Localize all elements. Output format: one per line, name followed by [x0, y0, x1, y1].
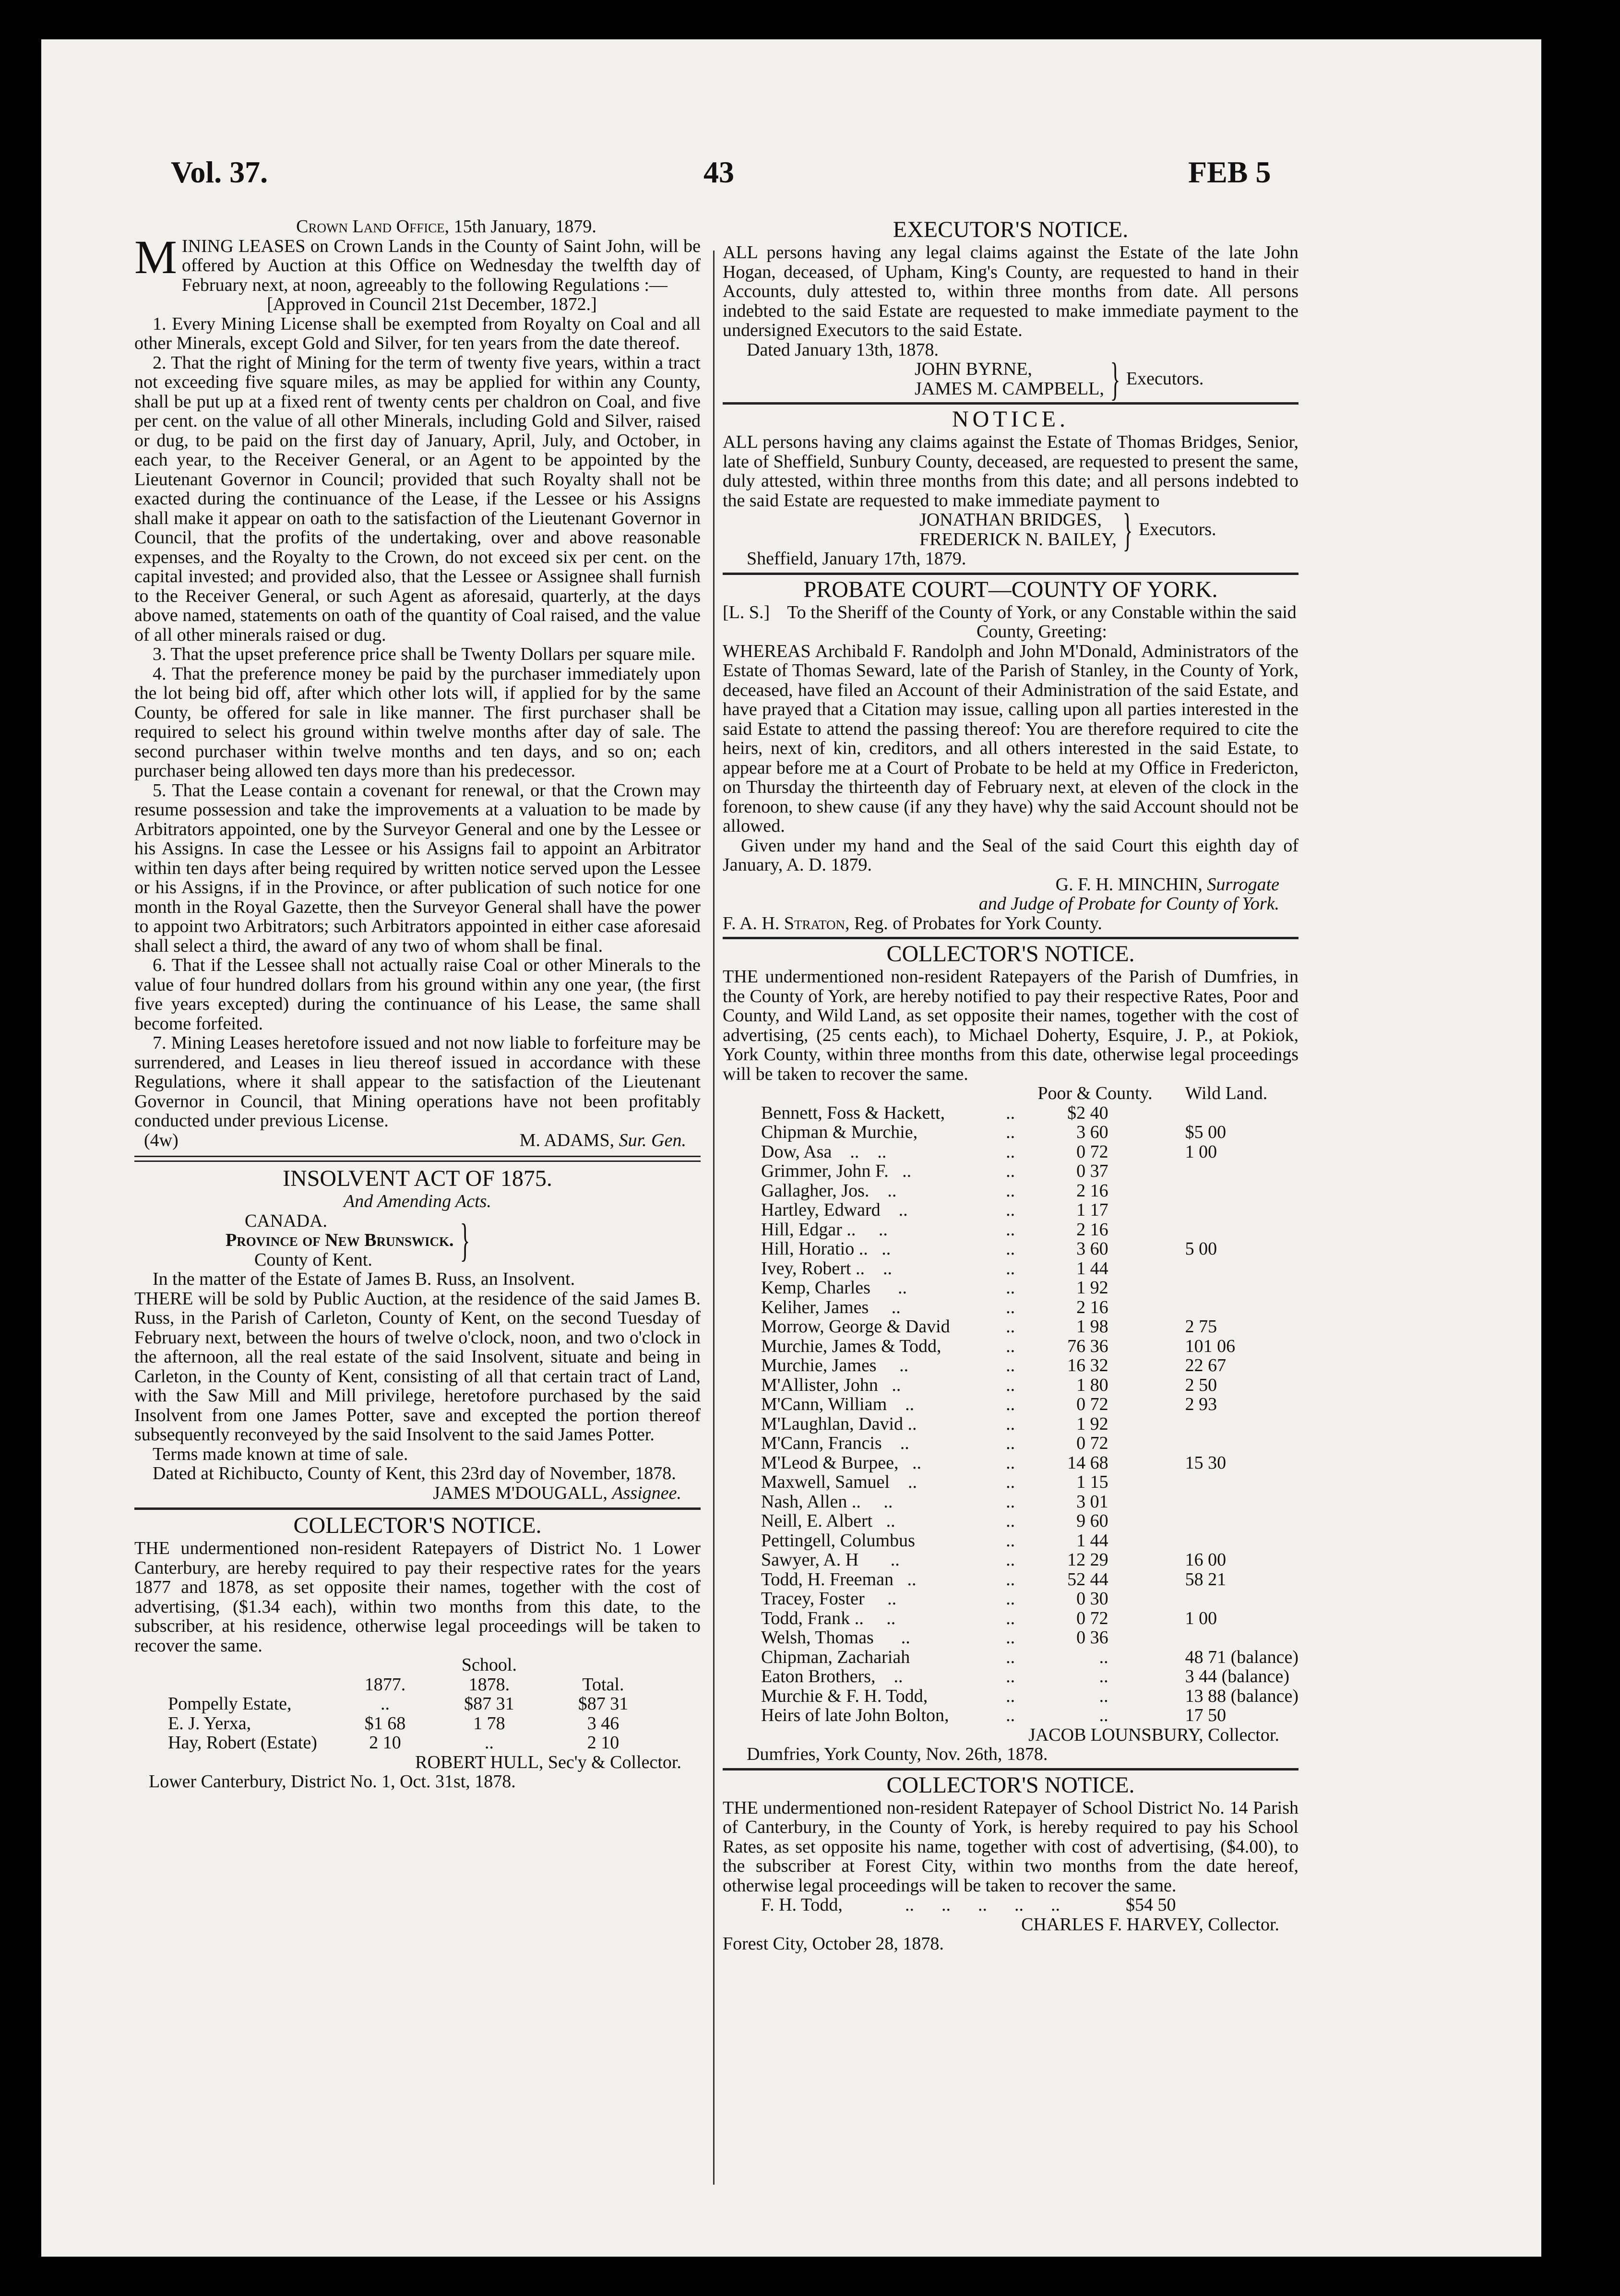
divider-rule [134, 1156, 701, 1162]
cell-dots: .. [1006, 1336, 1015, 1356]
cell-name: Todd, Frank .. .. [761, 1608, 896, 1628]
cell-name: Dow, Asa .. .. [761, 1141, 887, 1162]
cell-dots: .. [1006, 1589, 1015, 1609]
collector-body: THE undermentioned non-resident Ratepayers of District No. 1 Lower Canterbury, are hereby required to pay their respective rates for the years 1877 and 1878, as set opposite their names, together with the cost of advertising, ($1.34 each), within two months from this date, to the subscriber, at his residence, otherwise legal proceedings will be taken to recover the same. [134, 1538, 701, 1656]
crown-intro: MINING LEASES on Crown Lands in the County of Saint John, will be offered by Auction at this Office on Wednesday the twelfth day of February next, at noon, agreeably to the following Regulations :— [134, 230, 701, 295]
notice-body: ALL persons having any claims against the Estate of Thomas Bridges, Senior, late of Sheffield, Sunbury County, deceased, are requested to present the same, duly attested, within three months from this date; and all persons indebted to the said Estate are requested to make immediate payment to [723, 432, 1298, 511]
cell-poor: 0 36 [1076, 1627, 1108, 1648]
collector-title: COLLECTOR'S NOTICE. [886, 1772, 1135, 1798]
crown-approved: [Approved in Council 21st December, 1872.] [267, 294, 597, 314]
cell-wild: 16 00 [1185, 1550, 1227, 1570]
rates-table [168, 1655, 657, 1753]
cell-poor: 16 32 [1067, 1355, 1108, 1375]
cell-dots: .. [1006, 1161, 1015, 1181]
cell-name: Gallagher, Jos. .. [761, 1180, 897, 1201]
probate-notice [723, 577, 1298, 933]
cell-poor: 12 29 [1067, 1550, 1108, 1570]
collector-title: COLLECTOR'S NOTICE. [886, 941, 1135, 967]
cell-poor: .. [1099, 1647, 1108, 1667]
cell-wild: 1 00 [1185, 1141, 1217, 1162]
table-row [761, 1298, 1298, 1317]
cell-dots: .. [1006, 1433, 1015, 1453]
cell-wild [1166, 1589, 1298, 1609]
insolvent-matter: In the matter of the Estate of James B. Russ, an Insolvent. [153, 1269, 575, 1289]
table-row [761, 1317, 1298, 1337]
table-row [761, 1686, 1298, 1706]
cell-poor: 3 60 [1076, 1122, 1108, 1142]
cell-wild [1166, 1298, 1298, 1317]
collector-signature: JACOB LOUNSBURY, Collector. [1028, 1724, 1279, 1745]
cell-name: Morrow, George & David [761, 1316, 950, 1337]
table-row [761, 1706, 1298, 1725]
cell-name: Pettingell, Columbus [761, 1530, 915, 1551]
cell-name: M'Cann, Francis .. [761, 1433, 909, 1453]
cell-name: Chipman, Zachariah [761, 1647, 910, 1667]
cell-dots: .. [1006, 1141, 1015, 1162]
collector-signature: CHARLES F. HARVEY, Collector. [1021, 1914, 1279, 1935]
cell-dots: .. [1006, 1219, 1015, 1240]
cell-name: M'Leod & Burpee, .. [761, 1452, 922, 1473]
collector-place: Forest City, October 28, 1878. [723, 1934, 944, 1954]
cell-dots: .. [1006, 1491, 1015, 1512]
cell-name: Hill, Edgar .. .. [761, 1219, 888, 1240]
cell-poor: 1 15 [1076, 1472, 1108, 1492]
cell-poor: 1 44 [1076, 1530, 1108, 1551]
probate-title: PROBATE COURT—COUNTY OF YORK. [803, 576, 1218, 602]
insolvent-body: THERE will be sold by Public Auction, at the residence of the said James B. Russ, in the Parish of Carleton, County of Kent, on the second Tuesday of February next, between the hours of twelve o'clock, noon, and two o'clock in the afternoon, all the real estate of the said Insolvent, situate and being in Carleton, in the County of Kent, consisting of all that certain tract of Land, with the Saw Mill and Mill privilege, heretofore purchased by the said Insolvent from one James Potter, save and excepted the portion thereof subsequently reconveyed by the said Insolvent to the said James Potter. [134, 1288, 701, 1445]
cell-name: M'Allister, John .. [761, 1375, 901, 1395]
cell-poor: 1 44 [1076, 1258, 1108, 1279]
cell-wild [1166, 1161, 1298, 1181]
cell-dots: .. [1006, 1316, 1015, 1337]
executor-name-2: JAMES M. CAMPBELL, [915, 378, 1104, 399]
crown-land-notice [134, 217, 701, 1150]
cell-dots: .. [1006, 1647, 1015, 1667]
venue-canada: CANADA. [245, 1210, 328, 1231]
table-header-row [168, 1655, 657, 1675]
executor-role: Executors. [1126, 369, 1204, 389]
col-poor-county: Poor & County. [1037, 1083, 1153, 1103]
regulation-2: 2. That the right of Mining for the term of twenty five years, within a tract not exceeding five square miles, as may be applied for within any County, shall be put up at a fixed rent of twenty cents per chaldron on Coal, and five per cent. on the value of all other Minerals, including Gold and Silver, raised or dug, to be paid on the first day of January, April, July, and October, in each year, to the Receiver General, or an Agent to be appointed by the Lieutenant Governor in Council; provided that such Royalty shall not be exacted during the continuance of the Lease, if the Lessee or his Assigns shall make it appear on oath to the satisfaction of the Lieutenant Governor in Council, that the profits of the undertaking, over and above reasonable expenses, and the Royalty to the Crown, do not exceed six per cent. on the capital invested; and provided also, that the Lessee or Assignee shall furnish to the Receiver General, or such Agent as aforesaid, quarterly, at the days above named, statements on oath of the quantity of Coal raised, and the value of all other minerals raised or dug. [134, 352, 701, 645]
table-header-row [168, 1675, 657, 1695]
cell-wild: 58 21 [1185, 1569, 1227, 1590]
table-row [761, 1434, 1298, 1453]
cell-wild: 2 50 [1185, 1375, 1217, 1395]
insolvent-terms: Terms made known at time of sale. [153, 1444, 408, 1464]
sheffield-notice [723, 407, 1298, 569]
cell-wild: 22 67 [1185, 1355, 1227, 1375]
cell-poor: 1 98 [1076, 1316, 1108, 1337]
cell-poor: 0 72 [1076, 1141, 1108, 1162]
probate-seal: [L. S.] [723, 602, 770, 622]
cell-wild: 17 50 [1185, 1705, 1227, 1725]
cell-wild: 48 71 (balance) [1185, 1647, 1298, 1667]
divider-rule [723, 1768, 1298, 1770]
divider-rule [723, 402, 1298, 405]
cell-wild [1166, 1492, 1298, 1512]
cell-wild: 101 06 [1185, 1336, 1236, 1356]
regulation-3: 3. That the upset preference price shall be Twenty Dollars per square mile. [153, 644, 696, 664]
collector-body: THE undermentioned non-resident Ratepayers of the Parish of Dumfries, in the County of York, are hereby notified to pay their respective Rates, Poor and County, and Wild Land, as set opposite their names, together with the cost of advertising, (25 cents each), to Michael Doherty, Esquire, J. P., at Pokiok, York County, within three months from this date, otherwise legal proceedings will be taken to recover the same. [723, 967, 1298, 1084]
school-row: F. H. Todd, .. .. .. .. .. $54 50 [761, 1895, 1176, 1915]
venue-county: County of Kent. [254, 1249, 372, 1270]
probate-given: Given under my hand and the Seal of the said Court this eighth day of January, A. D. 1879. [723, 835, 1298, 875]
cell-wild [1166, 1103, 1298, 1123]
table-row [761, 1123, 1298, 1142]
regulation-4: 4. That the preference money be paid by the purchaser immediately upon the lot being bid off, after which other lots will, if applied for by the same County, be offered for sale in like manner. The first purchaser shall be required to select his ground within twelve months after day of sale. The second purchaser within twelve months and ten days, and so on; each purchaser being allowed ten days more than his predecessor. [134, 663, 701, 781]
brace-glyph: } [1122, 503, 1133, 555]
cell-wild: $5 00 [1185, 1122, 1227, 1142]
column-divider [713, 251, 715, 2185]
cell-name: Ivey, Robert .. .. [761, 1258, 892, 1279]
cell-dots: .. [1006, 1239, 1015, 1259]
collector-notice-canterbury [134, 1513, 701, 1792]
collector-title: COLLECTOR'S NOTICE. [293, 1513, 542, 1538]
cell-name: Bennett, Foss & Hackett, [761, 1102, 945, 1123]
notice-place: Sheffield, January 17th, 1879. [747, 549, 966, 569]
cell-poor: 52 44 [1067, 1569, 1108, 1590]
cell-dots: .. [1006, 1297, 1015, 1317]
cell-poor: 9 60 [1076, 1511, 1108, 1531]
cell-wild: 3 44 (balance) [1185, 1666, 1289, 1686]
cell-wild: 2 93 [1185, 1394, 1217, 1414]
insolvent-notice [134, 1166, 701, 1503]
cell-wild [1166, 1472, 1298, 1492]
cell-name: Nash, Allen .. .. [761, 1491, 893, 1512]
cell-dots: .. [1006, 1375, 1015, 1395]
crown-signature [134, 1131, 701, 1150]
cell-name: Murchie, James & Todd, [761, 1336, 941, 1356]
cell-dots: .. [1006, 1608, 1015, 1628]
cell-poor: 2 16 [1076, 1219, 1108, 1240]
insolvent-subtitle: And Amending Acts. [344, 1191, 491, 1211]
table-row [761, 1492, 1298, 1512]
table-row [761, 1609, 1298, 1628]
crown-signer: M. ADAMS, [519, 1130, 615, 1150]
cell-name: Heirs of late John Bolton, [761, 1705, 949, 1725]
collector-place: Lower Canterbury, District No. 1, Oct. 31st, 1878. [149, 1771, 516, 1792]
cell-poor: 1 17 [1076, 1200, 1108, 1220]
executor-signers [915, 353, 1298, 405]
right-column [723, 217, 1298, 1954]
cell-poor: 76 36 [1067, 1336, 1108, 1356]
left-column [134, 217, 701, 1792]
cell-name: Tracey, Foster .. [761, 1589, 897, 1609]
table-row [761, 1103, 1298, 1123]
regulation-5: 5. That the Lease contain a covenant for renewal, or that the Crown may resume possession and take the improvements at a valuation to be made by Arbitrators appointed, one by the Surveyor General and one by the Lessee or his Assigns. In case the Lessee or his Assigns fail to appoint an Arbitrator within ten days after being required by written notice served upon the Lessee or his Assigns, if in the Province, or after publication of such notice for one month in the Royal Gazette, then the Surveyor General shall have the power to appoint two Arbitrators; such Arbitrators appointed in either case aforesaid shall select a third, the award of any two of whom shall be final. [134, 780, 701, 956]
cell-name: Todd, H. Freeman .. [761, 1569, 917, 1590]
table-row [761, 1472, 1298, 1492]
cell-name: Welsh, Thomas .. [761, 1627, 910, 1648]
col-1877: 1877. [364, 1674, 406, 1695]
crown-dropcap: M [134, 230, 177, 284]
cell-poor: .. [1099, 1686, 1108, 1706]
executor-body: ALL persons having any legal claims against the Estate of the late John Hogan, deceased, of Upham, King's County, are requested to hand in their Accounts, duly attested to, within three months from date. All persons indebted to the said Estate are requested to make immediate payment to the undersigned Executors to the said Estate. [723, 242, 1298, 340]
cell-dots: .. [1006, 1278, 1015, 1298]
cell-wild [1166, 1278, 1298, 1298]
cell-wild [1166, 1531, 1298, 1551]
table-row [761, 1453, 1298, 1473]
table-row: Pompelly Estate, .. $87 31 $87 31 [168, 1694, 629, 1714]
regulation-6: 6. That if the Lessee shall not actually raise Coal or other Minerals to the value of four hundred dollars from his ground within any one year, (the first five years excepted) during the continuance of his Lease, the same shall become forfeited. [134, 955, 701, 1034]
cell-poor: 0 72 [1076, 1608, 1108, 1628]
table-row [761, 1648, 1298, 1667]
cell-poor: 3 60 [1076, 1239, 1108, 1259]
table-row [761, 1278, 1298, 1298]
collector-place: Dumfries, York County, Nov. 26th, 1878. [747, 1744, 1048, 1764]
collector-body: THE undermentioned non-resident Ratepayer of School District No. 14 Parish of Canterbury, in the County of York, is hereby required to pay his School Rates, as set opposite his name, together with cost of advertising, ($4.00), to the subscriber at Forest City, within two months from the date hereof, otherwise legal proceedings will be taken to recover the same. [723, 1797, 1298, 1896]
table-row [761, 1142, 1298, 1162]
volume-number: Vol. 37. [171, 155, 268, 189]
cell-poor: 0 37 [1076, 1161, 1108, 1181]
col-wild-land: Wild Land. [1185, 1083, 1268, 1103]
table-row [761, 1667, 1298, 1686]
table-row: Hay, Robert (Estate) 2 10 .. 2 10 [168, 1733, 619, 1753]
cell-poor: 14 68 [1067, 1452, 1108, 1473]
table-row [761, 1414, 1298, 1434]
cell-name: M'Cann, William .. [761, 1394, 915, 1414]
cell-name: Murchie & F. H. Todd, [761, 1686, 928, 1706]
cell-name: Eaton Brothers, .. [761, 1666, 903, 1686]
cell-dots: .. [1006, 1550, 1015, 1570]
cell-wild [1166, 1259, 1298, 1279]
table-row [761, 1375, 1298, 1395]
insolvent-dated: Dated at Richibucto, County of Kent, this 23rd day of November, 1878. [153, 1463, 676, 1483]
cell-wild: 15 30 [1185, 1452, 1227, 1473]
cell-name: Keliher, James .. [761, 1297, 901, 1317]
table-row [761, 1181, 1298, 1201]
cell-dots: .. [1006, 1180, 1015, 1201]
table-row [761, 1628, 1298, 1648]
cell-wild [1166, 1220, 1298, 1240]
cell-dots: .. [1006, 1355, 1015, 1375]
crown-signer-title: Sur. Gen. [619, 1130, 686, 1150]
brace-glyph: } [460, 1214, 470, 1266]
collector-notice-school [723, 1772, 1298, 1954]
regulation-1: 1. Every Mining License shall be exempted from Royalty on Coal and all other Minerals, except Gold and Silver, for ten years from the date thereof. [134, 313, 701, 353]
table-row [761, 1356, 1298, 1375]
venue-province: Province of New Brunswick. [226, 1230, 454, 1250]
cell-name: Hill, Horatio .. .. [761, 1239, 891, 1259]
divider-rule [134, 1507, 701, 1510]
cell-name: Chipman & Murchie, [761, 1122, 918, 1142]
cell-poor: 2 16 [1076, 1180, 1108, 1201]
notice-name-2: FREDERICK N. BAILEY, [919, 529, 1117, 550]
cell-dots: .. [1006, 1122, 1015, 1142]
cell-dots: .. [1006, 1413, 1015, 1434]
probate-registrar: F. A. H. Straton, Reg. of Probates for York County. [723, 913, 1102, 933]
cell-dots: .. [1006, 1530, 1015, 1551]
table-row [761, 1550, 1298, 1570]
cell-poor: 0 72 [1076, 1394, 1108, 1414]
cell-wild: 2 75 [1185, 1316, 1217, 1337]
cell-dots: .. [1006, 1102, 1015, 1123]
insolvent-title: INSOLVENT ACT OF 1875. [283, 1166, 552, 1191]
notice-role: Executors. [1139, 519, 1216, 540]
cell-name: Kemp, Charles .. [761, 1278, 907, 1298]
table-row [761, 1531, 1298, 1551]
cell-dots: .. [1006, 1627, 1015, 1648]
cell-wild [1166, 1628, 1298, 1648]
cell-wild [1166, 1200, 1298, 1220]
cell-dots: .. [1006, 1705, 1015, 1725]
col-1878: 1878. [468, 1674, 510, 1695]
probate-to: To the Sheriff of the County of York, or any Constable within the said County, Greeting: [787, 602, 1297, 642]
cell-wild [1166, 1414, 1298, 1434]
cell-dots: .. [1006, 1666, 1015, 1686]
cell-wild: 13 88 (balance) [1185, 1686, 1298, 1706]
executor-name-1: JOHN BYRNE, [915, 359, 1032, 379]
notice-name-1: JONATHAN BRIDGES, [919, 510, 1102, 530]
divider-rule [723, 573, 1298, 575]
cell-dots: .. [1006, 1394, 1015, 1414]
insolvent-venue [226, 1211, 701, 1270]
cell-dots: .. [1006, 1472, 1015, 1492]
collector-signature: ROBERT HULL, Sec'y & Collector. [415, 1752, 681, 1772]
cell-dots: .. [1006, 1452, 1015, 1473]
cell-poor: 1 80 [1076, 1375, 1108, 1395]
cell-name: Neill, E. Albert .. [761, 1511, 895, 1531]
regulation-7: 7. Mining Leases heretofore issued and not now liable to forfeiture may be surrendered, and Leases in lieu thereof issued in accordance with these Regulations, where it shall appear to the satisfaction of the Lieutenant Governor in Council, that Mining operations have not been profitably conducted under previous License. [134, 1033, 701, 1131]
divider-rule [723, 937, 1298, 939]
cell-name: Hartley, Edward .. [761, 1200, 908, 1220]
cell-wild [1166, 1511, 1298, 1531]
cell-dots: .. [1006, 1569, 1015, 1590]
table-row [761, 1511, 1298, 1531]
cell-name: Murchie, James .. [761, 1355, 909, 1375]
gazette-page [41, 39, 1541, 2257]
cell-dots: .. [1006, 1511, 1015, 1531]
collector-notice-dumfries [723, 941, 1298, 1764]
cell-poor: 2 16 [1076, 1297, 1108, 1317]
notice-signers [919, 503, 1298, 555]
table-row [761, 1200, 1298, 1220]
cell-poor: 0 72 [1076, 1433, 1108, 1453]
cell-poor: 1 92 [1076, 1413, 1108, 1434]
table-row [761, 1239, 1298, 1259]
table-header-row [761, 1084, 1298, 1103]
crown-code: (4w) [144, 1130, 179, 1150]
brace-glyph: } [1110, 353, 1120, 405]
executor-dated: Dated January 13th, 1878. [747, 339, 939, 360]
cell-poor: .. [1099, 1666, 1108, 1686]
cell-poor: 3 01 [1076, 1491, 1108, 1512]
cell-wild: 5 00 [1185, 1239, 1217, 1259]
col-total: Total. [582, 1674, 624, 1695]
rates-table [761, 1084, 1298, 1725]
cell-wild [1166, 1434, 1298, 1453]
cell-name: M'Laughlan, David .. [761, 1413, 917, 1434]
executor-title: EXECUTOR'S NOTICE. [893, 217, 1129, 242]
cell-dots: .. [1006, 1200, 1015, 1220]
table-row [761, 1589, 1298, 1609]
cell-name: Grimmer, John F. .. [761, 1161, 912, 1181]
cell-name: Sawyer, A. H .. [761, 1550, 900, 1570]
probate-address [723, 603, 1298, 642]
crown-dateline: Crown Land Office, 15th January, 1879. [296, 216, 596, 237]
col-school: School. [461, 1655, 517, 1675]
probate-body: WHEREAS Archibald F. Randolph and John M'Donald, Administrators of the Estate of Thomas Seward, late of the Parish of Stanley, in the County of York, deceased, have filed an Account of their Administration of the said Estate, and have prayed that a Citation may issue, calling upon all parties interested in the said Estate to attend the passing thereof: You are therefore required to cite the heirs, next of kin, creditors, and all others interested in the said Estate, to appear before me at a Court of Probate to be held at my Office in Fredericton, on Thursday the thirteenth day of February next, at eleven of the clock in the forenoon, to shew cause (if any they have) why the said Account should not be allowed. [723, 641, 1298, 836]
cell-poor: 1 92 [1076, 1278, 1108, 1298]
page-number: 43 [703, 155, 734, 189]
executor-notice [723, 217, 1298, 405]
table-row [761, 1337, 1298, 1356]
cell-poor: $2 40 [1067, 1102, 1108, 1123]
cell-name: Maxwell, Samuel .. [761, 1472, 917, 1492]
cell-wild [1166, 1181, 1298, 1201]
table-row [761, 1259, 1298, 1279]
table-row: E. J. Yerxa, $1 68 1 78 3 46 [168, 1713, 619, 1734]
cell-wild: 1 00 [1185, 1608, 1217, 1628]
table-row [761, 1161, 1298, 1181]
notice-title: NOTICE. [952, 407, 1069, 432]
cell-poor: .. [1099, 1705, 1108, 1725]
cell-dots: .. [1006, 1686, 1015, 1706]
table-row [761, 1570, 1298, 1590]
probate-signature: G. F. H. MINCHIN, Surrogate [1055, 874, 1279, 895]
insolvent-signature: JAMES M'DOUGALL, Assignee. [433, 1483, 681, 1503]
issue-date: FEB 5 [1188, 155, 1271, 189]
cell-dots: .. [1006, 1258, 1015, 1279]
probate-signature-title: and Judge of Probate for County of York. [978, 894, 1279, 914]
table-row [761, 1395, 1298, 1414]
cell-poor: 0 30 [1076, 1589, 1108, 1609]
table-row [761, 1220, 1298, 1240]
